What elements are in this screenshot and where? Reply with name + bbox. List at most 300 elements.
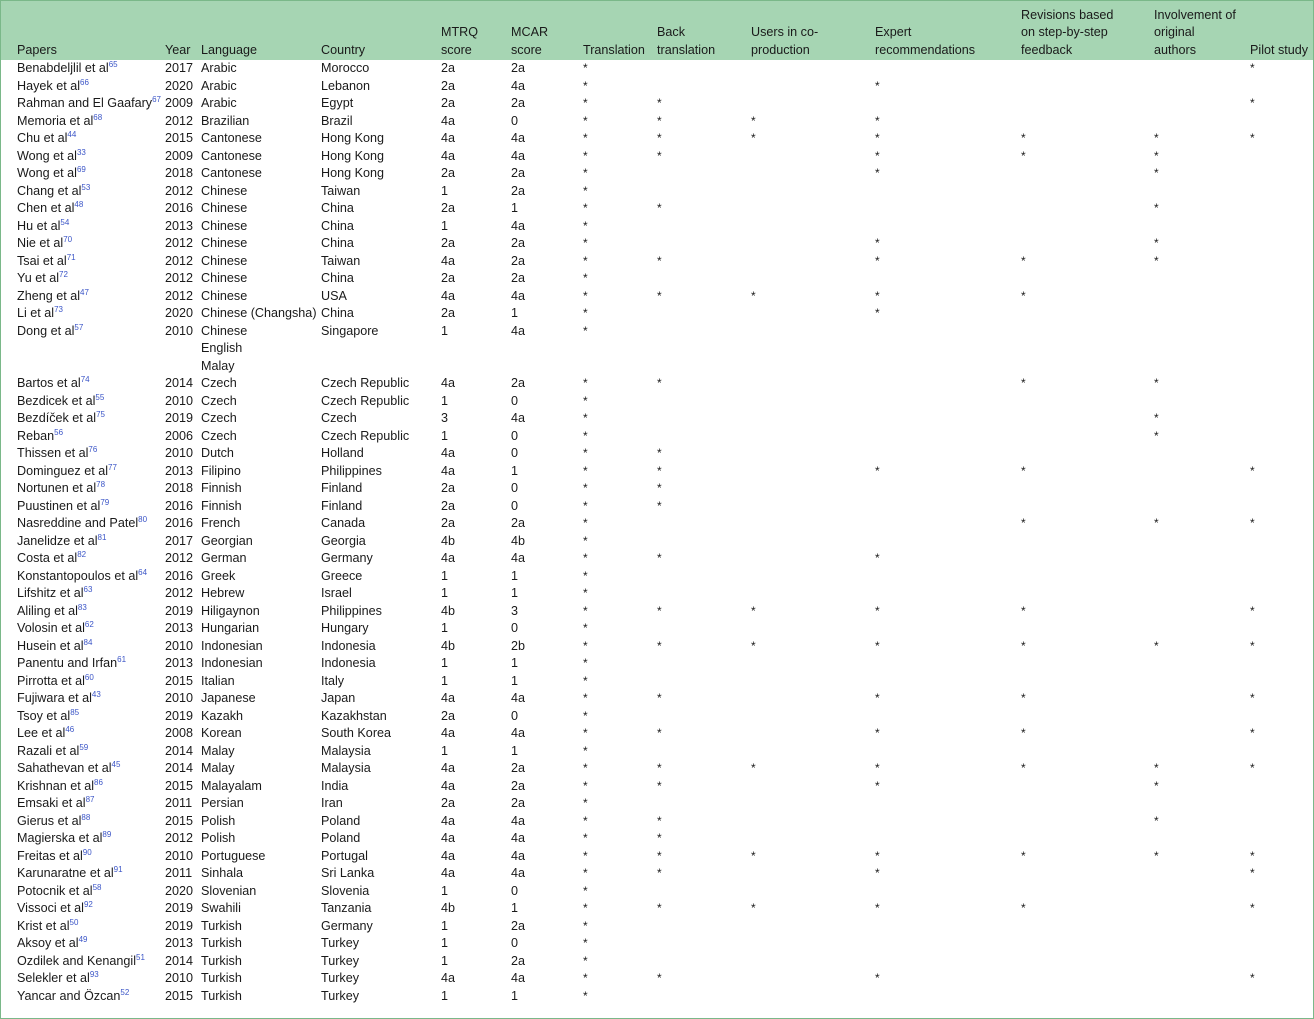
paper-author: Fujiwara et al <box>17 691 92 705</box>
mcar-score-cell: 4a <box>511 148 526 163</box>
back-translation-cell <box>657 183 751 201</box>
involvement-authors-cell: * <box>1154 778 1159 793</box>
language-name: Cantonese <box>201 131 262 145</box>
translation-cell: * <box>583 253 588 268</box>
pilot-study-cell: * <box>1250 848 1255 863</box>
table-row <box>1 183 1314 201</box>
paper-author: Rahman and El Gaafary <box>17 96 153 110</box>
reference-number: 73 <box>54 305 64 314</box>
country-cell: Hungary <box>321 621 369 635</box>
revisions-cell <box>1021 480 1154 498</box>
table-row <box>1 165 1314 183</box>
year-cell: 2015 <box>165 131 194 145</box>
revisions-cell <box>1021 743 1154 761</box>
language-name: Greek <box>201 568 236 583</box>
pilot-study-cell <box>1250 813 1314 831</box>
table-row <box>1 865 1314 883</box>
users-coproduction-cell <box>751 830 875 848</box>
revisions-cell <box>1021 165 1154 183</box>
year-cell: 2019 <box>165 708 194 723</box>
paper-cell <box>1 760 165 778</box>
country-cell: Czech Republic <box>321 428 410 443</box>
mcar-score-cell: 2a <box>511 796 526 810</box>
table-row <box>1 235 1314 253</box>
pilot-study-cell <box>1250 620 1314 638</box>
mcar-score-cell: 2a <box>511 376 526 390</box>
back-translation-cell <box>657 953 751 971</box>
mcar-score-cell: 2a <box>511 236 526 250</box>
table-row <box>1 813 1314 831</box>
mcar-score-cell: 2a <box>511 183 526 198</box>
revisions-cell <box>1021 830 1154 848</box>
back-translation-cell <box>657 743 751 761</box>
revisions-cell <box>1021 183 1154 201</box>
reference-number: 54 <box>60 217 70 227</box>
mcar-score-cell: 0 <box>511 936 519 950</box>
translation-cell: * <box>583 638 588 653</box>
language-name: Czech <box>201 428 237 443</box>
revisions-cell <box>1021 218 1154 236</box>
involvement-authors-cell <box>1154 323 1250 376</box>
country-cell: Singapore <box>321 323 379 338</box>
users-coproduction-cell <box>751 708 875 726</box>
reference-number: 33 <box>76 147 86 157</box>
translation-cell: * <box>583 918 588 933</box>
year-cell: 2014 <box>165 743 194 758</box>
involvement-authors-cell <box>1154 60 1250 78</box>
table-row <box>1 480 1314 498</box>
mtrq-score-cell: 4a <box>441 446 456 460</box>
table-row <box>1 393 1314 411</box>
involvement-authors-cell <box>1154 830 1250 848</box>
users-coproduction-cell <box>751 375 875 393</box>
language-name: Brazilian <box>201 113 250 128</box>
paper-author: Chu et al <box>17 131 68 145</box>
revisions-cell <box>1021 953 1154 971</box>
revisions-cell: * <box>1021 463 1026 478</box>
header-country: Country <box>321 42 366 57</box>
year-cell: 2020 <box>165 883 194 898</box>
language-name: Chinese <box>201 183 248 198</box>
table-row <box>1 935 1314 953</box>
revisions-cell: * <box>1021 726 1026 740</box>
paper-author: Vissoci et al <box>17 901 84 915</box>
revisions-cell <box>1021 305 1154 323</box>
reference-number: 70 <box>63 235 73 244</box>
table-row <box>1 848 1314 866</box>
paper-cell <box>1 113 165 131</box>
language-name: Arabic <box>201 61 237 75</box>
header-expert-recommendations: Expert recommendations <box>875 25 976 57</box>
expert-recommendations-cell <box>875 568 1021 586</box>
language-name: English <box>201 341 243 355</box>
back-translation-cell: * <box>657 253 662 268</box>
paper-author: Krist et al <box>17 918 70 933</box>
paper-cell <box>1 78 165 96</box>
reference-number: 65 <box>108 60 118 69</box>
paper-author: Magierska et al <box>17 831 103 845</box>
country-cell: Slovenia <box>321 883 370 898</box>
country-cell: Israel <box>321 586 352 600</box>
back-translation-cell: * <box>657 551 662 565</box>
expert-recommendations-cell: * <box>875 78 880 93</box>
language-name: Hungarian <box>201 621 260 635</box>
language-cell <box>201 60 321 78</box>
back-translation-cell <box>657 218 751 236</box>
paper-author: Potocnik et al <box>17 883 93 898</box>
back-translation-cell <box>657 60 751 78</box>
language-cell <box>201 463 321 481</box>
language-name: Polish <box>201 831 236 845</box>
back-translation-cell <box>657 795 751 813</box>
paper-cell <box>1 655 165 673</box>
mcar-score-cell: 4a <box>511 866 526 880</box>
involvement-authors-cell: * <box>1154 166 1159 180</box>
country-cell: Greece <box>321 568 363 583</box>
back-translation-cell: * <box>657 131 662 145</box>
translation-cell: * <box>583 568 588 583</box>
paper-cell <box>1 918 165 936</box>
expert-recommendations-cell <box>875 393 1021 411</box>
country-cell: Czech Republic <box>321 376 410 390</box>
reference-number: 90 <box>82 847 92 857</box>
mcar-score-cell: 2a <box>511 918 526 933</box>
table-row <box>1 953 1314 971</box>
reference-number: 86 <box>94 777 103 787</box>
country-cell: Tanzania <box>321 901 372 915</box>
back-translation-cell <box>657 708 751 726</box>
translation-cell: * <box>583 883 588 898</box>
paper-cell <box>1 393 165 411</box>
year-cell: 2012 <box>165 831 194 845</box>
mtrq-score-cell: 1 <box>441 953 449 968</box>
expert-recommendations-cell: * <box>875 778 880 793</box>
year-cell: 2012 <box>165 288 194 303</box>
translation-cell: * <box>583 813 588 828</box>
back-translation-cell: * <box>657 638 662 653</box>
back-translation-cell <box>657 428 751 446</box>
country-cell: Hong Kong <box>321 148 385 163</box>
language-cell <box>201 200 321 218</box>
expert-recommendations-cell: * <box>875 306 880 320</box>
translation-cell: * <box>583 603 588 618</box>
language-name: Turkish <box>201 953 242 968</box>
translation-cell: * <box>583 78 588 93</box>
reference-number: 81 <box>97 532 107 542</box>
paper-cell <box>1 410 165 428</box>
translation-cell: * <box>583 288 588 303</box>
mcar-score-cell: 1 <box>511 463 519 478</box>
expert-recommendations-cell <box>875 445 1021 463</box>
language-name: Czech <box>201 411 237 425</box>
mtrq-score-cell: 1 <box>441 621 449 635</box>
language-cell <box>201 953 321 971</box>
revisions-cell <box>1021 970 1154 988</box>
expert-recommendations-cell <box>875 200 1021 218</box>
involvement-authors-cell <box>1154 480 1250 498</box>
paper-cell <box>1 183 165 201</box>
pilot-study-cell: * <box>1250 61 1255 75</box>
translation-cell: * <box>583 953 588 968</box>
mcar-score-cell: 2a <box>511 61 526 75</box>
pilot-study-cell <box>1250 235 1314 253</box>
language-name: Cantonese <box>201 148 262 163</box>
paper-cell <box>1 550 165 568</box>
translation-cell: * <box>583 131 588 145</box>
reference-number: 76 <box>88 445 98 454</box>
users-coproduction-cell <box>751 463 875 481</box>
users-coproduction-cell <box>751 620 875 638</box>
users-coproduction-cell <box>751 988 875 1006</box>
expert-recommendations-cell <box>875 988 1021 1006</box>
mcar-score-cell: 4b <box>511 533 526 548</box>
country-cell: Indonesia <box>321 638 376 653</box>
mcar-score-cell: 3 <box>511 603 519 618</box>
language-cell <box>201 638 321 656</box>
table-row <box>1 498 1314 516</box>
mtrq-score-cell: 3 <box>441 411 449 425</box>
pilot-study-cell <box>1250 393 1314 411</box>
expert-recommendations-cell <box>875 95 1021 113</box>
users-coproduction-cell <box>751 918 875 936</box>
reference-number: 66 <box>80 77 89 87</box>
revisions-cell <box>1021 78 1154 96</box>
involvement-authors-cell: * <box>1154 236 1159 250</box>
mtrq-score-cell: 2a <box>441 498 456 513</box>
back-translation-cell: * <box>657 901 662 915</box>
paper-cell <box>1 813 165 831</box>
revisions-cell: * <box>1021 691 1026 705</box>
year-cell: 2014 <box>165 953 194 968</box>
language-name: Arabic <box>201 96 237 110</box>
revisions-cell <box>1021 550 1154 568</box>
language-cell <box>201 760 321 778</box>
language-name: Chinese <box>201 288 248 303</box>
mcar-score-cell: 4a <box>511 78 526 93</box>
translation-cell: * <box>583 218 588 233</box>
paper-cell <box>1 690 165 708</box>
expert-recommendations-cell: * <box>875 288 880 303</box>
language-name: Chinese <box>201 323 248 338</box>
language-cell <box>201 620 321 638</box>
translation-cell: * <box>583 393 588 408</box>
involvement-authors-cell <box>1154 865 1250 883</box>
back-translation-cell: * <box>657 113 662 128</box>
revisions-cell <box>1021 498 1154 516</box>
users-coproduction-cell: * <box>751 848 756 863</box>
reference-number: 72 <box>59 270 68 279</box>
users-coproduction-cell <box>751 970 875 988</box>
mcar-score-cell: 1 <box>511 306 519 320</box>
translation-cell: * <box>583 183 588 198</box>
paper-cell <box>1 165 165 183</box>
expert-recommendations-cell <box>875 708 1021 726</box>
header-translation: Translation <box>583 42 645 57</box>
language-cell <box>201 480 321 498</box>
year-cell: 2016 <box>165 516 194 530</box>
pilot-study-cell <box>1250 218 1314 236</box>
country-cell: Portugal <box>321 848 368 863</box>
translation-cell: * <box>583 96 588 110</box>
involvement-authors-cell <box>1154 935 1250 953</box>
header-involvement-authors: Involvement of original authors <box>1154 7 1236 57</box>
mcar-score-cell: 4a <box>511 551 526 565</box>
expert-recommendations-cell <box>875 60 1021 78</box>
expert-recommendations-cell <box>875 480 1021 498</box>
language-cell <box>201 113 321 131</box>
involvement-authors-cell <box>1154 988 1250 1006</box>
users-coproduction-cell <box>751 270 875 288</box>
pilot-study-cell: * <box>1250 726 1255 740</box>
mtrq-score-cell: 1 <box>441 673 449 688</box>
translation-cell: * <box>583 708 588 723</box>
mtrq-score-cell: 1 <box>441 428 449 443</box>
mtrq-score-cell: 1 <box>441 883 449 898</box>
mtrq-score-cell: 4a <box>441 726 456 740</box>
revisions-cell <box>1021 533 1154 551</box>
language-cell <box>201 655 321 673</box>
reference-number: 55 <box>95 392 105 402</box>
table-row <box>1 60 1314 78</box>
involvement-authors-cell: * <box>1154 376 1159 390</box>
reference-number: 61 <box>117 655 127 664</box>
language-name: Turkish <box>201 988 242 1003</box>
year-cell: 2016 <box>165 498 194 513</box>
pilot-study-cell: * <box>1250 901 1255 915</box>
paper-cell <box>1 270 165 288</box>
language-cell <box>201 848 321 866</box>
pilot-study-cell: * <box>1250 463 1255 478</box>
users-coproduction-cell: * <box>751 761 756 775</box>
language-cell <box>201 78 321 96</box>
paper-author: Ozdilek and Kenangil <box>17 953 137 968</box>
table-row <box>1 708 1314 726</box>
language-name: Turkish <box>201 918 242 933</box>
back-translation-cell: * <box>657 866 662 880</box>
expert-recommendations-cell <box>875 830 1021 848</box>
country-cell: USA <box>321 288 347 303</box>
expert-recommendations-cell <box>875 743 1021 761</box>
paper-author: Tsai et al <box>17 253 67 268</box>
paper-cell <box>1 235 165 253</box>
mcar-score-cell: 4a <box>511 411 526 425</box>
translation-cell: * <box>583 726 588 740</box>
paper-author: Costa et al <box>17 551 78 565</box>
table-row <box>1 655 1314 673</box>
table-row <box>1 795 1314 813</box>
country-cell: Germany <box>321 918 373 933</box>
country-cell: Georgia <box>321 533 366 548</box>
involvement-authors-cell: * <box>1154 761 1159 775</box>
paper-cell <box>1 445 165 463</box>
mtrq-score-cell: 4a <box>441 113 456 128</box>
year-cell: 2012 <box>165 253 194 268</box>
paper-author: Wong et al <box>17 166 77 180</box>
back-translation-cell: * <box>657 498 662 513</box>
involvement-authors-cell <box>1154 218 1250 236</box>
paper-author: Janelidze et al <box>17 533 98 548</box>
country-cell: China <box>321 201 354 215</box>
mcar-score-cell: 2b <box>511 638 526 653</box>
language-name: Malay <box>201 743 235 758</box>
back-translation-cell: * <box>657 813 662 828</box>
country-cell: India <box>321 778 349 793</box>
back-translation-cell <box>657 270 751 288</box>
country-cell: Taiwan <box>321 183 361 198</box>
paper-author: Sahathevan et al <box>17 761 112 775</box>
year-cell: 2012 <box>165 271 194 285</box>
back-translation-cell <box>657 235 751 253</box>
users-coproduction-cell <box>751 550 875 568</box>
language-cell <box>201 900 321 918</box>
language-name: Chinese <box>201 253 248 268</box>
mcar-score-cell: 0 <box>511 708 519 723</box>
revisions-cell: * <box>1021 288 1026 303</box>
users-coproduction-cell <box>751 883 875 901</box>
users-coproduction-cell <box>751 533 875 551</box>
pilot-study-cell: * <box>1250 96 1255 110</box>
year-cell: 2017 <box>165 533 194 548</box>
language-name: Italian <box>201 673 235 688</box>
paper-author: Razali et al <box>17 743 80 758</box>
table-row <box>1 78 1314 96</box>
involvement-authors-cell: * <box>1154 411 1159 425</box>
back-translation-cell: * <box>657 603 662 618</box>
language-cell <box>201 690 321 708</box>
mtrq-score-cell: 2a <box>441 236 456 250</box>
mcar-score-cell: 1 <box>511 743 519 758</box>
users-coproduction-cell <box>751 78 875 96</box>
language-cell <box>201 568 321 586</box>
year-cell: 2010 <box>165 848 194 863</box>
country-cell: Malaysia <box>321 761 371 775</box>
header-pilot-study: Pilot study <box>1250 42 1309 57</box>
back-translation-cell: * <box>657 481 662 495</box>
paper-cell <box>1 708 165 726</box>
users-coproduction-cell <box>751 690 875 708</box>
language-name: Indonesian <box>201 656 263 670</box>
paper-cell <box>1 603 165 621</box>
translation-cell: * <box>583 656 588 670</box>
language-name: Polish <box>201 813 236 828</box>
language-cell <box>201 725 321 743</box>
year-cell: 2013 <box>165 463 194 478</box>
reference-number: 78 <box>96 480 106 489</box>
mcar-score-cell: 0 <box>511 621 519 635</box>
pilot-study-cell: * <box>1250 971 1255 985</box>
revisions-cell <box>1021 270 1154 288</box>
involvement-authors-cell: * <box>1154 516 1159 530</box>
country-cell: Sri Lanka <box>321 866 375 880</box>
expert-recommendations-cell <box>875 883 1021 901</box>
users-coproduction-cell <box>751 393 875 411</box>
back-translation-cell <box>657 918 751 936</box>
users-coproduction-cell: * <box>751 288 756 303</box>
back-translation-cell <box>657 410 751 428</box>
pilot-study-cell <box>1250 165 1314 183</box>
users-coproduction-cell <box>751 480 875 498</box>
paper-cell <box>1 200 165 218</box>
year-cell: 2006 <box>165 428 194 443</box>
table-row <box>1 305 1314 323</box>
users-coproduction-cell <box>751 218 875 236</box>
language-cell <box>201 165 321 183</box>
users-coproduction-cell <box>751 410 875 428</box>
revisions-cell <box>1021 708 1154 726</box>
translation-cell: * <box>583 271 588 285</box>
country-cell: Turkey <box>321 953 360 968</box>
table-row <box>1 323 1314 376</box>
